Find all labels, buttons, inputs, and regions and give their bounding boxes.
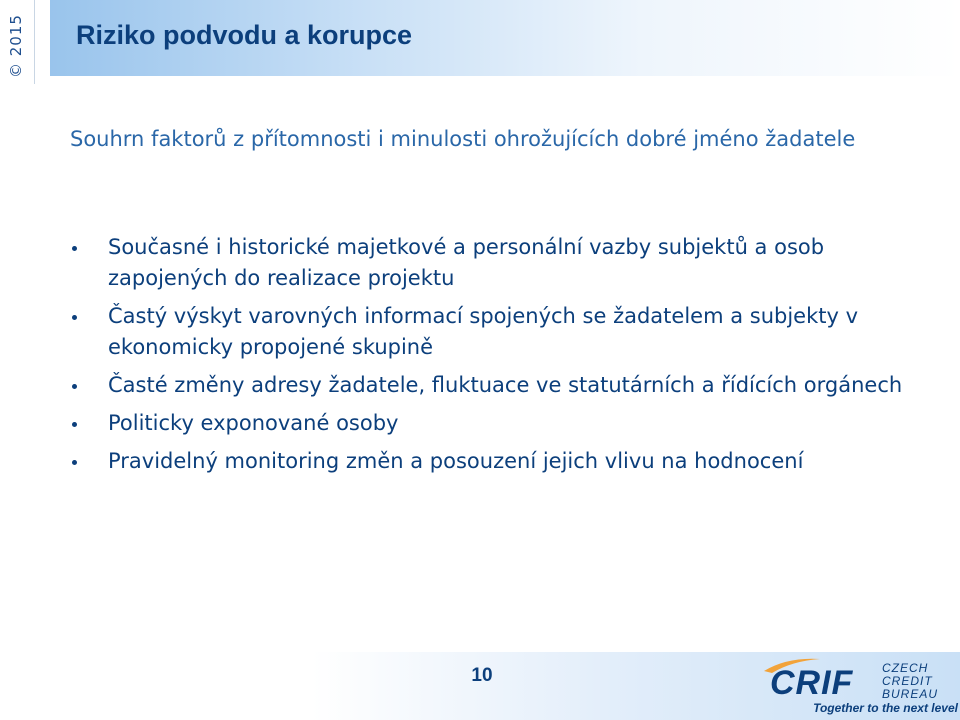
bullet-icon (72, 422, 77, 427)
bullet-icon (72, 246, 77, 251)
crif-logo (762, 655, 958, 717)
logo-word: CREDIT (882, 674, 933, 688)
logo-tagline: Together to the next level (813, 701, 958, 715)
list-item (72, 232, 922, 294)
bullet-icon (72, 315, 77, 320)
logo-word: BUREAU (882, 687, 939, 701)
list-item-text: Častý výskyt varovných informací spojených se žadatelem a subjekty v ekonomicky propojené skupině (108, 304, 859, 359)
logo-word: CZECH (882, 661, 929, 675)
list-item (72, 370, 922, 401)
list-item-text: Časté změny adresy žadatele, fluktuace ve statutárních a řídících orgánech (108, 373, 903, 397)
bullet-icon (72, 460, 77, 465)
logo-brand: CRIF (770, 664, 854, 702)
page-number: 10 (471, 665, 493, 686)
list-item-text: Politicky exponované osoby (108, 411, 399, 435)
logo-words (882, 662, 938, 701)
list-item (72, 446, 922, 477)
list-item (72, 408, 922, 439)
copyright-text: © 2015 (7, 14, 25, 78)
list-item (72, 301, 922, 363)
copyright-bar (0, 0, 35, 84)
list-item-text: Pravidelný monitoring změn a posouzení jejich vlivu na hodnocení (108, 449, 804, 473)
bullet-icon (72, 384, 77, 389)
page-title: Riziko podvodu a korupce (76, 20, 413, 50)
bullet-list (72, 232, 922, 484)
list-item-text: Současné i historické majetkové a personální vazby subjektů a osob zapojených do realizace projektu (108, 235, 825, 290)
subtitle: Souhrn faktorů z přítomnosti i minulosti ohrožujících dobré jméno žadatele (70, 127, 856, 151)
